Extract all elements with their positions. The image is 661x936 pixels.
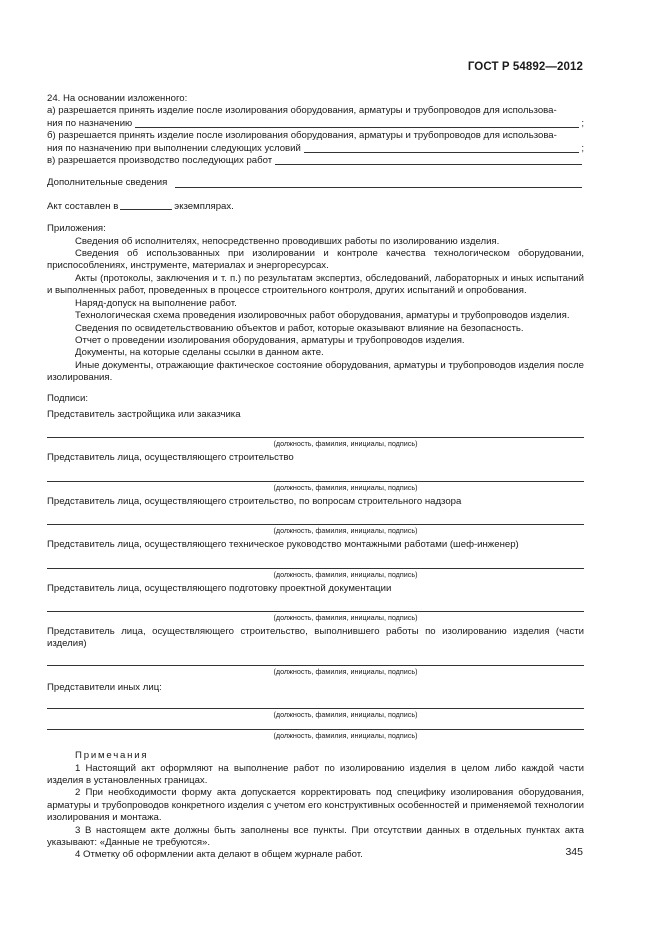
signature-line (47, 471, 584, 482)
signature-line (47, 655, 584, 666)
signature-caption: (должность, фамилия, инициалы, подпись) (273, 526, 418, 536)
signature-caption: (должность, фамилия, инициалы, подпись) (273, 612, 418, 622)
attachment-item: Отчет о проведении изолирования оборудования, арматуры и трубопроводов изделия. (75, 334, 465, 346)
signature-role: Представитель лица, осуществляющего строительство (47, 452, 294, 464)
notes-title: Примечания (75, 750, 149, 762)
signature-block (47, 583, 584, 622)
signature-line (47, 719, 584, 730)
signature-caption: (должность, фамилия, инициалы, подпись) (273, 439, 418, 449)
signature-block (47, 682, 584, 740)
copies-before: Акт составлен в (47, 200, 119, 212)
attachment-item: Сведения об исполнителях, непосредственно проводивших работы по изолированию изделия. (75, 235, 500, 247)
signature-caption: (должность, фамилия, инициалы, подпись) (273, 482, 418, 492)
item-24a-text: ния по назначению (47, 117, 133, 129)
signature-block (47, 496, 584, 535)
item-24a-line1: а) разрешается принять изделие после изолирования оборудования, арматуры и трубопроводов для использова- (47, 105, 557, 117)
additional-info-fill-line (175, 178, 582, 188)
item-24b-line1: б) разрешается принять изделие после изолирования оборудования, арматуры и трубопроводов для использова- (47, 130, 557, 142)
signature-role: Представитель лица, осуществляющего строительство, выполнившего работы по изолированию изделия (части изделия) (47, 625, 584, 650)
signature-line (47, 558, 584, 569)
additional-info-line (47, 177, 584, 189)
signature-line (47, 698, 584, 709)
attachment-item: Документы, на которые сделаны ссылки в данном акте. (75, 347, 324, 359)
attachment-item: Акты (протоколы, заключения и т. п.) по результатам экспертиз, обследований, лабораторных и иных испытаний и выполненных работ, проведенных в процессе строительного контроля, других испытаний и опробования. (47, 272, 584, 297)
attachment-item: Иные документы, отражающие фактическое состояние оборудования, арматуры и трубопроводов изделия после изолирования. (47, 359, 584, 384)
signature-caption: (должность, фамилия, инициалы, подпись) (273, 731, 418, 741)
signature-block (47, 409, 584, 448)
note-item: 1 Настоящий акт оформляют на выполнение работ по изолированию изделия в целом либо каждой части изделия в установленных границах. (47, 762, 584, 786)
signature-caption: (должность, фамилия, инициалы, подпись) (273, 710, 418, 720)
signatures-title: Подписи: (47, 392, 88, 404)
item-24b-text: ния по назначению при выполнении следующих условий (47, 142, 301, 154)
attachment-item: Технологическая схема проведения изолировочных работ оборудования, арматуры и трубопроводов изделия. (75, 310, 570, 322)
signature-block (47, 626, 584, 676)
attachment-item: Сведения по освидетельствованию объектов и работ, которые оказывают влияние на безопасность. (75, 322, 524, 334)
standard-number: ГОСТ Р 54892—2012 (467, 61, 583, 73)
copies-after: экземплярах. (174, 200, 234, 212)
signature-caption: (должность, фамилия, инициалы, подпись) (273, 569, 418, 579)
page-number: 345 (565, 846, 583, 858)
signature-role: Представители иных лиц: (47, 681, 162, 693)
item-24c-text: в) разрешается производство последующих работ (47, 155, 273, 167)
item-24b-line2 (47, 143, 584, 155)
copies-blank (120, 200, 172, 210)
signature-role: Представитель лица, осуществляющего подготовку проектной документации (47, 582, 392, 594)
signature-role: Представитель застройщика или заказчика (47, 408, 241, 420)
signature-role: Представитель лица, осуществляющего техническое руководство монтажными работами (шеф-инженер) (47, 539, 519, 551)
note-item: 4 Отметку об оформлении акта делают в общем журнале работ. (75, 849, 363, 861)
item-24b-fill-line (304, 143, 579, 153)
copies-line (47, 200, 584, 213)
signature-role: Представитель лица, осуществляющего строительство, по вопросам строительного надзора (47, 495, 462, 507)
item-24a-line2 (47, 118, 584, 130)
act-content (47, 93, 584, 862)
item-24c-fill-line (275, 155, 582, 165)
attachment-item: Наряд-допуск на выполнение работ. (75, 297, 237, 309)
note-item: 3 В настоящем акте должны быть заполнены все пункты. При отсутствии данных в отдельных пунктах акта указывают: «Данные не требуются». (47, 824, 584, 849)
signature-line (47, 514, 584, 525)
semicolon: ; (581, 142, 584, 154)
additional-info-label: Дополнительные сведения (47, 177, 168, 189)
signature-block (47, 539, 584, 578)
semicolon: ; (581, 117, 584, 129)
note-item: 2 При необходимости форму акта допускается корректировать под специфику изолирования оборудования, арматуры и трубопроводов конкретного изделия с учетом его конструктивных особенностей и применяемой технологии изолирования и монтажа. (47, 787, 584, 824)
attachments-title: Приложения: (47, 223, 106, 235)
item-24c-line (47, 155, 584, 167)
attachment-item: Сведения об использованных при изолировании и контроле качества технологическом оборудовании, приспособлениях, инструменте, материалах и энергоресурсах. (47, 248, 584, 272)
signature-caption: (должность, фамилия, инициалы, подпись) (273, 666, 418, 676)
item-24a-fill-line (135, 118, 579, 128)
signature-block (47, 452, 584, 491)
signature-line (47, 427, 584, 438)
item-24-intro: 24. На основании изложенного: (47, 93, 188, 104)
signature-line (47, 601, 584, 612)
